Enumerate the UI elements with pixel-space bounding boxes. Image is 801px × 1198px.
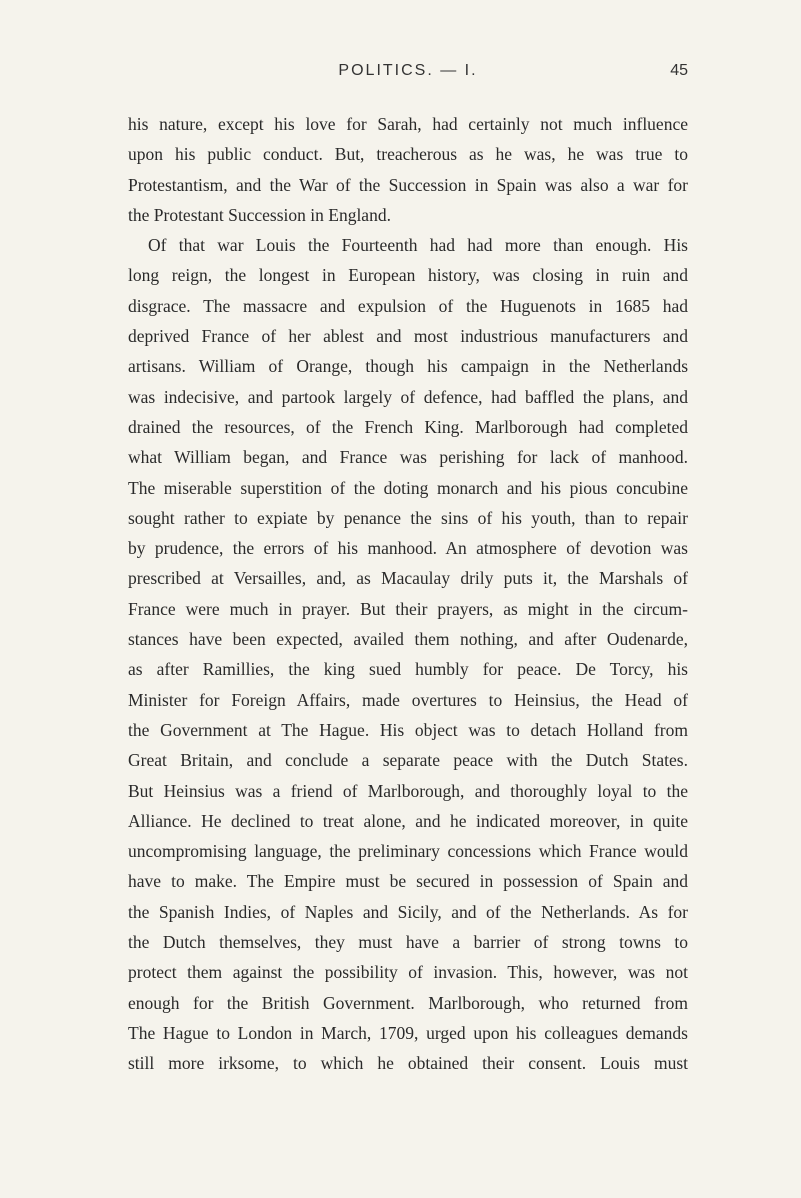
text-line: sought rather to expiate by penance the sins of his youth, than to repair — [128, 507, 688, 528]
text-line: what William began, and France was perishing for lack of manhood. — [128, 447, 688, 468]
text-line: Alliance. He declined to treat alone, and he indicated moreover, in quite — [128, 810, 688, 831]
running-title: POLITICS. — I. — [338, 62, 478, 79]
text-line: But Heinsius was a friend of Marlborough, and thoroughly loyal to the — [128, 780, 688, 801]
text-line: upon his public conduct. But, treacherous as he was, he was true to — [128, 144, 688, 165]
text-line: protect them against the possibility of invasion. This, however, was not — [128, 962, 688, 983]
text-line: artisans. William of Orange, though his campaign in the Netherlands — [128, 356, 688, 377]
page-number: 45 — [670, 62, 688, 79]
text-line: Of that war Louis the Fourteenth had had more than enough. His — [148, 235, 688, 256]
text-line: the Government at The Hague. His object was to detach Holland from — [128, 719, 688, 740]
text-line: the Spanish Indies, of Naples and Sicily, and of the Netherlands. As for — [128, 901, 688, 922]
text-line: the Protestant Succession in England. — [128, 204, 391, 225]
text-line: long reign, the longest in European history, was closing in ruin and — [128, 265, 688, 286]
text-line: Minister for Foreign Affairs, made overtures to Heinsius, the Head of — [128, 689, 688, 710]
text-line: uncompromising language, the preliminary concessions which France would — [128, 841, 688, 862]
text-line: have to make. The Empire must be secured in possession of Spain and — [128, 871, 688, 892]
text-line: disgrace. The massacre and expulsion of the Huguenots in 1685 had — [128, 295, 688, 316]
text-line: drained the resources, of the French King. Marlborough had completed — [128, 416, 688, 437]
text-line: still more irksome, to which he obtained their consent. Louis must — [128, 1053, 688, 1074]
body-text — [128, 109, 688, 1079]
text-line: was indecisive, and partook largely of defence, had baffled the plans, and — [128, 386, 688, 407]
text-line: prescribed at Versailles, and, as Macaulay drily puts it, the Marshals of — [128, 568, 688, 589]
text-line: as after Ramillies, the king sued humbly for peace. De Torcy, his — [128, 659, 688, 680]
text-line: by prudence, the errors of his manhood. An atmosphere of devotion was — [128, 538, 688, 559]
running-head — [128, 62, 688, 86]
text-line: The miserable superstition of the doting monarch and his pious concubine — [128, 477, 688, 498]
text-line: the Dutch themselves, they must have a barrier of strong towns to — [128, 932, 688, 953]
text-line: France were much in prayer. But their prayers, as might in the circum- — [128, 598, 688, 619]
text-line: deprived France of her ablest and most industrious manufacturers and — [128, 326, 688, 347]
text-line: stances have been expected, availed them nothing, and after Oudenarde, — [128, 629, 688, 650]
text-line: Protestantism, and the War of the Succession in Spain was also a war for — [128, 174, 688, 195]
text-line: enough for the British Government. Marlborough, who returned from — [128, 992, 688, 1013]
text-line: The Hague to London in March, 1709, urged upon his colleagues demands — [128, 1022, 688, 1043]
text-line: his nature, except his love for Sarah, had certainly not much influence — [128, 114, 688, 134]
text-line: Great Britain, and conclude a separate peace with the Dutch States. — [128, 750, 688, 771]
